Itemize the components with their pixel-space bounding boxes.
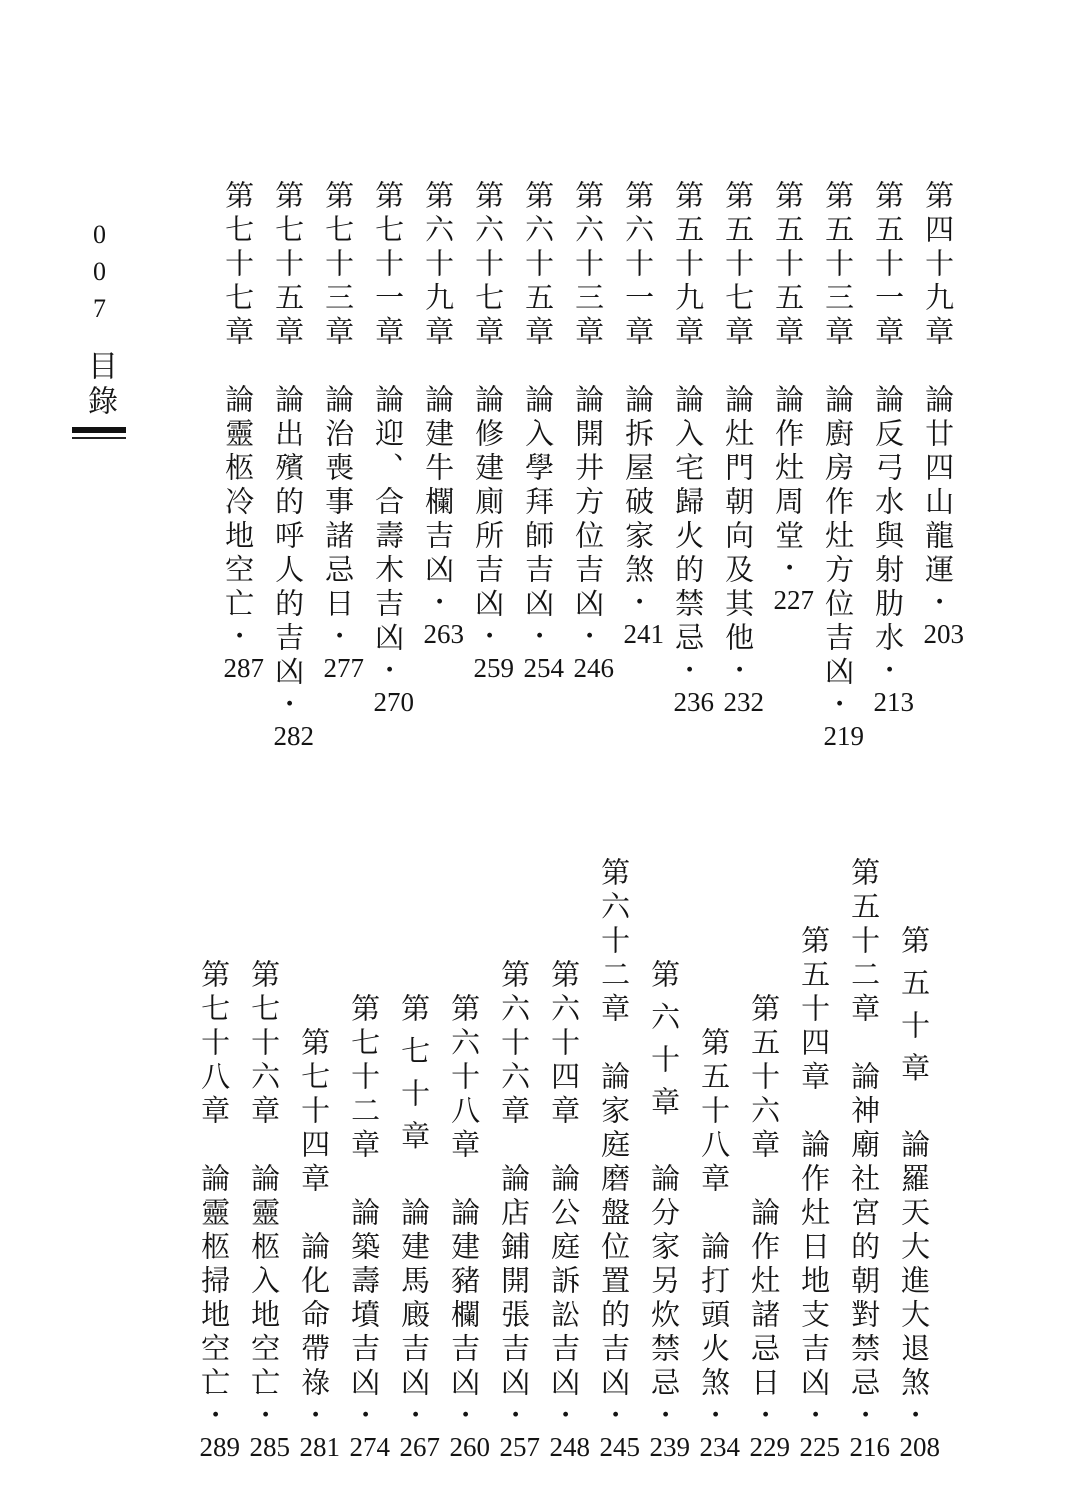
dot-separator: ・ <box>249 1401 279 1432</box>
chapter-number: 第六十七章 <box>471 180 504 350</box>
toc-entry <box>390 993 440 1462</box>
toc-entry <box>314 180 364 683</box>
chapter-title: 論迎、合壽木吉凶 <box>371 384 404 656</box>
page-number: 208 <box>899 1432 940 1462</box>
dot-separator: ・ <box>799 1401 829 1432</box>
page-number: 236 <box>673 687 714 717</box>
chapter-title: 論公庭訴訟吉凶 <box>547 1163 580 1401</box>
chapter-title: 論家庭磨盤位置的吉凶 <box>597 1061 630 1401</box>
toc-upper-block <box>214 180 964 820</box>
chapter-number: 第七十六章 <box>247 959 280 1129</box>
dot-separator: ・ <box>849 1401 879 1432</box>
page-number: 285 <box>249 1432 290 1462</box>
chapter-number: 第五十章 <box>897 925 930 1095</box>
chapter-number: 第六十九章 <box>421 180 454 350</box>
chapter-title: 論靈柩冷地空亡 <box>221 384 254 622</box>
chapter-number: 第五十六章 <box>747 993 780 1163</box>
chapter-number: 第六十二章 <box>597 857 630 1027</box>
toc-entry <box>564 180 614 683</box>
page-number: 225 <box>799 1432 840 1462</box>
chapter-number: 第六十章 <box>647 959 680 1129</box>
dot-separator: ・ <box>923 588 953 619</box>
dot-separator: ・ <box>673 656 703 687</box>
page-number: 259 <box>473 653 514 683</box>
folio-number: 007 <box>85 220 114 331</box>
chapter-title: 論灶門朝向及其他 <box>721 384 754 656</box>
chapter-number: 第七十七章 <box>221 180 254 350</box>
chapter-title: 論作灶諸忌日 <box>747 1197 780 1401</box>
chapter-title: 論建豬欄吉凶 <box>447 1197 480 1401</box>
dot-separator: ・ <box>473 622 503 653</box>
dot-separator: ・ <box>649 1401 679 1432</box>
chapter-number: 第七十三章 <box>321 180 354 350</box>
dot-separator: ・ <box>423 588 453 619</box>
page-number: 281 <box>299 1432 340 1462</box>
chapter-number: 第五十三章 <box>821 180 854 350</box>
toc-entry <box>514 180 564 683</box>
chapter-number: 第五十一章 <box>871 180 904 350</box>
dot-separator: ・ <box>199 1401 229 1432</box>
chapter-number: 第五十八章 <box>697 1027 730 1197</box>
page-number: 219 <box>823 721 864 751</box>
section-heading: 目錄 <box>83 350 116 420</box>
chapter-title: 論建馬廄吉凶 <box>397 1197 430 1401</box>
chapter-title: 論羅天大進大退煞 <box>897 1129 930 1401</box>
dot-separator: ・ <box>323 622 353 653</box>
toc-entry <box>264 180 314 751</box>
page-number: 274 <box>349 1432 390 1462</box>
page-number: 248 <box>549 1432 590 1462</box>
chapter-number: 第五十七章 <box>721 180 754 350</box>
chapter-number: 第七十二章 <box>347 993 380 1163</box>
chapter-title: 論靈柩入地空亡 <box>247 1163 280 1401</box>
page-number: 246 <box>573 653 614 683</box>
chapter-title: 論治喪事諸忌日 <box>321 384 354 622</box>
chapter-title: 論入宅歸火的禁忌 <box>671 384 704 656</box>
page-number: 282 <box>273 721 314 751</box>
chapter-title: 論出殯的呼人的吉凶 <box>271 384 304 690</box>
toc-entry <box>490 959 540 1462</box>
toc-entry <box>540 959 590 1462</box>
toc-entry <box>890 925 940 1462</box>
chapter-number: 第五十二章 <box>847 857 880 1027</box>
dot-separator: ・ <box>623 588 653 619</box>
dot-separator: ・ <box>723 656 753 687</box>
toc-entry <box>440 993 490 1462</box>
page-number: 216 <box>849 1432 890 1462</box>
toc-entry <box>464 180 514 683</box>
chapter-number: 第六十五章 <box>521 180 554 350</box>
page-number: 203 <box>923 619 964 649</box>
rule-bar-thin <box>72 437 126 439</box>
dot-separator: ・ <box>823 690 853 721</box>
dot-separator: ・ <box>223 622 253 653</box>
chapter-number: 第七十一章 <box>371 180 404 350</box>
toc-entry <box>740 993 790 1462</box>
page-number: 287 <box>223 653 264 683</box>
chapter-number: 第五十九章 <box>671 180 704 350</box>
page-number: 234 <box>699 1432 740 1462</box>
chapter-title: 論作灶日地支吉凶 <box>797 1129 830 1401</box>
chapter-title: 論拆屋破家煞 <box>621 384 654 588</box>
dot-separator: ・ <box>573 622 603 653</box>
page-number: 267 <box>399 1432 440 1462</box>
chapter-title: 論廚房作灶方位吉凶 <box>821 384 854 690</box>
page-number: 245 <box>599 1432 640 1462</box>
chapter-title: 論打頭火煞 <box>697 1231 730 1401</box>
page-number: 277 <box>323 653 364 683</box>
page-number: 232 <box>723 687 764 717</box>
chapter-number: 第七十八章 <box>197 959 230 1129</box>
toc-entry <box>414 180 464 649</box>
page-number: 263 <box>423 619 464 649</box>
dot-separator: ・ <box>273 690 303 721</box>
toc-entry <box>214 180 264 683</box>
chapter-number: 第四十九章 <box>921 180 954 350</box>
chapter-title: 論神廟社宮的朝對禁忌 <box>847 1061 880 1401</box>
dot-separator: ・ <box>373 656 403 687</box>
toc-entry <box>640 959 690 1462</box>
chapter-title: 論店鋪開張吉凶 <box>497 1163 530 1401</box>
chapter-title: 論分家另炊禁忌 <box>647 1163 680 1401</box>
chapter-number: 第六十六章 <box>497 959 530 1129</box>
page-number: 270 <box>373 687 414 717</box>
toc-entry <box>340 993 390 1462</box>
dot-separator: ・ <box>523 622 553 653</box>
dot-separator: ・ <box>873 656 903 687</box>
dot-separator: ・ <box>549 1401 579 1432</box>
chapter-title: 論靈柩掃地空亡 <box>197 1163 230 1401</box>
chapter-title: 論建牛欄吉凶 <box>421 384 454 588</box>
page-number: 241 <box>623 619 664 649</box>
chapter-title: 論作灶周堂 <box>771 384 804 554</box>
dot-separator: ・ <box>299 1401 329 1432</box>
chapter-title: 論廿四山龍運 <box>921 384 954 588</box>
toc-entry <box>914 180 964 649</box>
page-number: 257 <box>499 1432 540 1462</box>
chapter-title: 論入學拜師吉凶 <box>521 384 554 622</box>
dot-separator: ・ <box>749 1401 779 1432</box>
dot-separator: ・ <box>599 1401 629 1432</box>
chapter-number: 第六十四章 <box>547 959 580 1129</box>
toc-entry <box>764 180 814 615</box>
toc-entry <box>364 180 414 717</box>
chapter-title: 論築壽墳吉凶 <box>347 1197 380 1401</box>
toc-entry <box>664 180 714 717</box>
chapter-number: 第六十八章 <box>447 993 480 1163</box>
toc-entry <box>714 180 764 717</box>
chapter-title: 論開井方位吉凶 <box>571 384 604 622</box>
toc-entry <box>590 857 640 1462</box>
toc-entry <box>840 857 890 1462</box>
section-heading-rule <box>72 427 126 439</box>
dot-separator: ・ <box>449 1401 479 1432</box>
chapter-number: 第五十五章 <box>771 180 804 350</box>
dot-separator: ・ <box>499 1401 529 1432</box>
page-number: 254 <box>523 653 564 683</box>
dot-separator: ・ <box>399 1401 429 1432</box>
rule-bar-thick <box>72 427 126 433</box>
toc-entry <box>290 1027 340 1462</box>
page-number: 260 <box>449 1432 490 1462</box>
chapter-number: 第七十五章 <box>271 180 304 350</box>
page-number: 213 <box>873 687 914 717</box>
chapter-title: 論修建廁所吉凶 <box>471 384 504 622</box>
toc-entry <box>690 1027 740 1462</box>
chapter-number: 第五十四章 <box>797 925 830 1095</box>
dot-separator: ・ <box>899 1401 929 1432</box>
toc-entry <box>614 180 664 649</box>
toc-entry <box>240 959 290 1462</box>
toc-entry <box>790 925 840 1462</box>
page-number: 229 <box>749 1432 790 1462</box>
chapter-title: 論化命帶祿 <box>297 1231 330 1401</box>
toc-lower-block <box>188 842 940 1462</box>
chapter-number: 第六十三章 <box>571 180 604 350</box>
chapter-number: 第六十一章 <box>621 180 654 350</box>
page-number: 227 <box>773 585 814 615</box>
dot-separator: ・ <box>699 1401 729 1432</box>
page-number: 289 <box>199 1432 240 1462</box>
page-number: 239 <box>649 1432 690 1462</box>
dot-separator: ・ <box>349 1401 379 1432</box>
chapter-number: 第七十四章 <box>297 1027 330 1197</box>
dot-separator: ・ <box>773 554 803 585</box>
chapter-title: 論反弓水與射肋水 <box>871 384 904 656</box>
toc-entry <box>864 180 914 717</box>
toc-entry <box>190 959 240 1462</box>
chapter-number: 第七十章 <box>397 993 430 1163</box>
toc-entry <box>814 180 864 751</box>
